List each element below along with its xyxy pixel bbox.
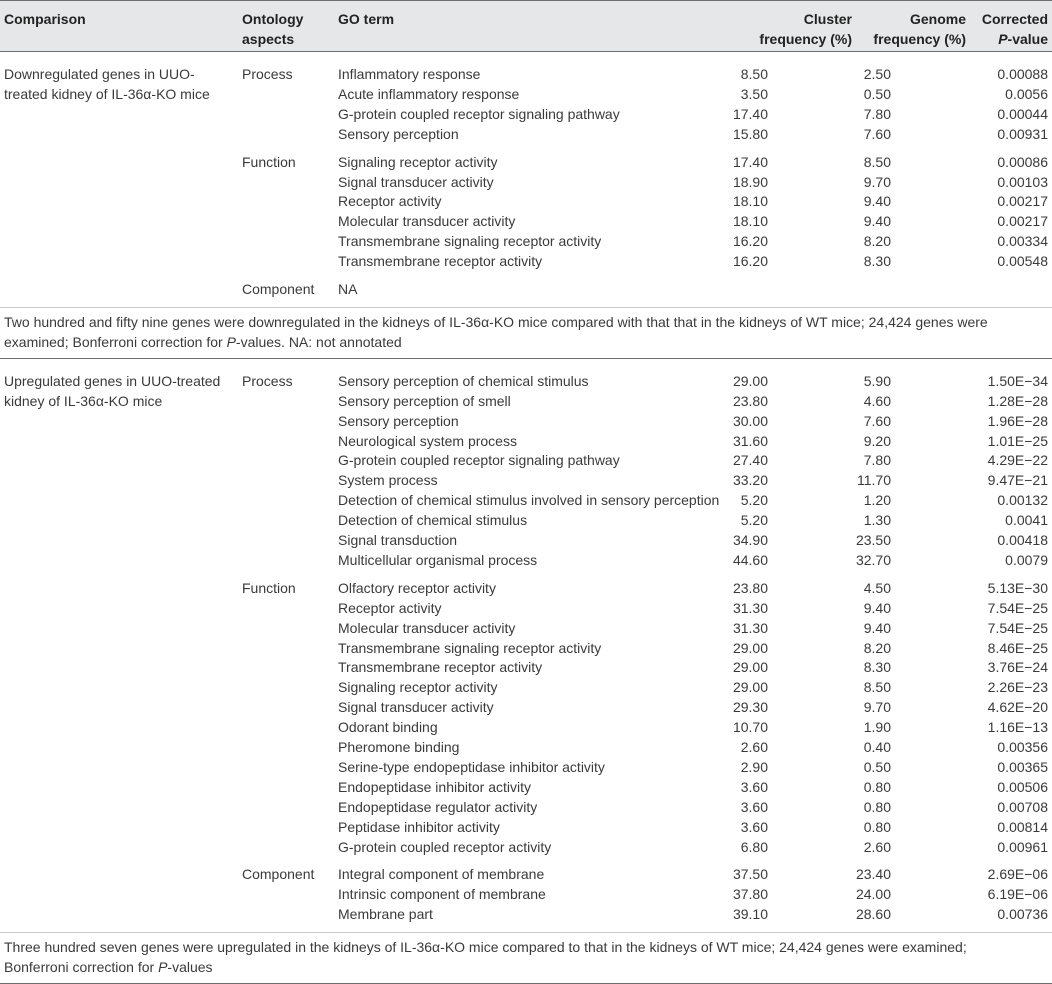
go-term: Molecular transducer activity <box>338 619 516 636</box>
table-footnote: Two hundred and fifty nine genes were downregulated in the kidneys of IL-36α-KO mice compared with that that in the kidneys of WT mice; 24,424 genes were examined; Bonferroni correction for P-values. NA: not annotated <box>0 307 1052 359</box>
corrected-pvalue: 1.01E−25 <box>987 432 1048 449</box>
corrected-pvalue: 0.00708 <box>997 798 1048 815</box>
genome-frequency: 8.30 <box>863 253 891 270</box>
header-comparison: Comparison <box>4 11 86 27</box>
corrected-pvalue: 1.16E−13 <box>987 719 1048 736</box>
corrected-pvalue: 0.00044 <box>997 105 1048 122</box>
genome-frequency: 23.40 <box>855 866 891 883</box>
cluster-frequency: 5.20 <box>740 492 768 509</box>
go-term: Serine-type endopeptidase inhibitor activity <box>338 758 605 775</box>
go-term: Detection of chemical stimulus <box>338 512 528 529</box>
corrected-pvalue: 0.0079 <box>1005 551 1048 568</box>
cluster-frequency: 23.80 <box>732 579 768 596</box>
corrected-pvalue: 1.50E−34 <box>987 372 1048 389</box>
cluster-frequency: 17.40 <box>732 105 768 122</box>
go-term: Signal transduction <box>338 532 458 549</box>
comparison-label: Upregulated genes in UUO-treated kidney of IL-36α-KO mice <box>4 372 221 409</box>
corrected-pvalue: 5.13E−30 <box>987 579 1048 596</box>
go-term: Olfactory receptor activity <box>338 579 496 596</box>
cluster-frequency: 34.90 <box>732 532 768 549</box>
genome-frequency: 8.30 <box>863 659 891 676</box>
cluster-frequency: 2.60 <box>740 739 768 756</box>
cluster-frequency: 5.20 <box>740 512 768 529</box>
cluster-frequency: 3.60 <box>740 798 768 815</box>
go-term: Transmembrane signaling receptor activity <box>338 639 602 656</box>
go-term: Receptor activity <box>338 193 442 210</box>
genome-frequency: 8.50 <box>863 153 891 170</box>
ontology-aspect: Process <box>242 66 293 82</box>
go-term: Sensory perception of chemical stimulus <box>338 372 589 389</box>
genome-frequency: 9.70 <box>863 699 891 716</box>
cluster-frequency: 18.10 <box>732 193 768 210</box>
genome-frequency: 0.80 <box>863 798 891 815</box>
cluster-frequency: 3.60 <box>740 818 768 835</box>
cluster-frequency: 31.30 <box>732 619 768 636</box>
go-term: Endopeptidase inhibitor activity <box>338 778 532 795</box>
genome-frequency: 7.60 <box>863 125 891 142</box>
go-term: Signal transducer activity <box>338 699 494 716</box>
table-body <box>0 52 1052 984</box>
corrected-pvalue: 6.19E−06 <box>987 886 1048 903</box>
cluster-frequency: 31.60 <box>732 432 768 449</box>
go-term: G-protein coupled receptor activity <box>338 838 552 855</box>
go-term: Acute inflammatory response <box>338 85 520 102</box>
cluster-frequency: 18.10 <box>732 213 768 230</box>
corrected-pvalue: 0.00086 <box>997 153 1048 170</box>
corrected-pvalue: 0.00356 <box>997 739 1048 756</box>
corrected-pvalue: 0.00548 <box>997 253 1048 270</box>
cluster-frequency: 37.50 <box>732 866 768 883</box>
header-corrected-pvalue: Corrected P-value <box>981 11 1048 47</box>
corrected-pvalue: 0.00088 <box>997 66 1048 82</box>
go-term: Sensory perception of smell <box>338 392 511 409</box>
cluster-frequency: 18.90 <box>732 173 768 190</box>
go-term: Transmembrane receptor activity <box>338 659 543 676</box>
go-term: Intrinsic component of membrane <box>338 886 546 903</box>
genome-frequency: 32.70 <box>855 551 891 568</box>
cluster-frequency: 2.90 <box>740 758 768 775</box>
genome-frequency: 0.50 <box>863 758 891 775</box>
go-term: Detection of chemical stimulus involved in sensory perception <box>338 492 720 509</box>
corrected-pvalue: 0.00961 <box>997 838 1048 855</box>
go-term: Molecular transducer activity <box>338 213 516 230</box>
genome-frequency: 7.60 <box>863 412 891 429</box>
cluster-frequency: 44.60 <box>732 551 768 568</box>
corrected-pvalue: 0.00506 <box>997 778 1048 795</box>
corrected-pvalue: 1.28E−28 <box>987 392 1048 409</box>
corrected-pvalue: 0.00418 <box>997 532 1048 549</box>
cluster-frequency: 29.00 <box>732 639 768 656</box>
go-term: NA <box>338 281 358 297</box>
genome-frequency: 9.40 <box>863 193 891 210</box>
corrected-pvalue: 7.54E−25 <box>987 619 1048 636</box>
section-0 <box>0 52 1052 307</box>
genome-frequency: 0.40 <box>863 739 891 756</box>
cluster-frequency: 17.40 <box>732 153 768 170</box>
section-1 <box>0 359 1052 932</box>
cluster-frequency: 33.20 <box>732 472 768 489</box>
go-term: Transmembrane signaling receptor activity <box>338 233 602 250</box>
go-term: G-protein coupled receptor signaling pathway <box>338 105 620 122</box>
go-term: Multicellular organismal process <box>338 551 538 568</box>
go-term: System process <box>338 472 438 489</box>
ontology-aspect: Function <box>242 153 296 170</box>
cluster-frequency: 23.80 <box>732 392 768 409</box>
genome-frequency: 2.50 <box>863 66 891 82</box>
genome-frequency: 9.40 <box>863 213 891 230</box>
corrected-pvalue: 0.00814 <box>997 818 1048 835</box>
genome-frequency: 0.50 <box>863 85 891 102</box>
go-term: Sensory perception <box>338 412 459 429</box>
cluster-frequency: 29.30 <box>732 699 768 716</box>
header-ontology-aspects: Ontology aspects <box>242 11 304 47</box>
genome-frequency: 0.80 <box>863 818 891 835</box>
genome-frequency: 8.20 <box>863 639 891 656</box>
cluster-frequency: 3.60 <box>740 778 768 795</box>
corrected-pvalue: 4.29E−22 <box>987 452 1048 469</box>
go-term: Integral component of membrane <box>338 866 545 883</box>
go-term: Membrane part <box>338 906 433 923</box>
genome-frequency: 2.60 <box>863 838 891 855</box>
cluster-frequency: 30.00 <box>732 412 768 429</box>
go-term: Inflammatory response <box>338 66 481 82</box>
corrected-pvalue: 0.00103 <box>997 173 1048 190</box>
genome-frequency: 1.90 <box>863 719 891 736</box>
corrected-pvalue: 0.00217 <box>997 193 1048 210</box>
header-genome-frequency: Genome frequency (%) <box>873 11 966 47</box>
corrected-pvalue: 2.26E−23 <box>987 679 1048 696</box>
cluster-frequency: 39.10 <box>732 906 768 923</box>
header-cluster-frequency: Cluster frequency (%) <box>759 11 852 47</box>
ontology-aspect: Component <box>242 866 315 883</box>
cluster-frequency: 3.50 <box>740 85 768 102</box>
genome-frequency: 1.20 <box>863 492 891 509</box>
go-term: Transmembrane receptor activity <box>338 253 543 270</box>
genome-frequency: 0.80 <box>863 778 891 795</box>
corrected-pvalue: 0.0056 <box>1005 85 1048 102</box>
genome-frequency: 1.30 <box>863 512 891 529</box>
genome-frequency: 8.20 <box>863 233 891 250</box>
go-term: Signal transducer activity <box>338 173 494 190</box>
cluster-frequency: 10.70 <box>732 719 768 736</box>
ontology-aspect: Component <box>242 281 315 297</box>
cluster-frequency: 6.80 <box>740 838 768 855</box>
go-term: Endopeptidase regulator activity <box>338 798 538 815</box>
cluster-frequency: 31.30 <box>732 599 768 616</box>
genome-frequency: 9.20 <box>863 432 891 449</box>
corrected-pvalue: 2.69E−06 <box>987 866 1048 883</box>
cluster-frequency: 37.80 <box>732 886 768 903</box>
corrected-pvalue: 0.00931 <box>997 125 1048 142</box>
genome-frequency: 23.50 <box>855 532 891 549</box>
genome-frequency: 4.60 <box>863 392 891 409</box>
corrected-pvalue: 0.00217 <box>997 213 1048 230</box>
corrected-pvalue: 1.96E−28 <box>987 412 1048 429</box>
genome-frequency: 28.60 <box>855 906 891 923</box>
go-term: Signaling receptor activity <box>338 153 498 170</box>
corrected-pvalue: 7.54E−25 <box>987 599 1048 616</box>
cluster-frequency: 15.80 <box>732 125 768 142</box>
corrected-pvalue: 0.00365 <box>997 758 1048 775</box>
corrected-pvalue: 4.62E−20 <box>987 699 1048 716</box>
table-footnote: Three hundred seven genes were upregulated in the kidneys of IL-36α-KO mice compared to that in the kidneys of WT mice; 24,424 genes were examined; Bonferroni correction for P-values <box>0 932 1052 984</box>
go-term: Signaling receptor activity <box>338 679 498 696</box>
corrected-pvalue: 8.46E−25 <box>987 639 1048 656</box>
genome-frequency: 9.40 <box>863 619 891 636</box>
go-term: Peptidase inhibitor activity <box>338 818 500 835</box>
header-go-term: GO term <box>338 11 395 27</box>
go-term: Receptor activity <box>338 599 442 616</box>
cluster-frequency: 29.00 <box>732 679 768 696</box>
ontology-aspect: Function <box>242 579 296 596</box>
table-header <box>0 0 1052 52</box>
corrected-pvalue: 9.47E−21 <box>987 472 1048 489</box>
genome-frequency: 4.50 <box>863 579 891 596</box>
genome-frequency: 7.80 <box>863 452 891 469</box>
corrected-pvalue: 0.00132 <box>997 492 1048 509</box>
go-term: Odorant binding <box>338 719 438 736</box>
go-term: Sensory perception <box>338 125 459 142</box>
cluster-frequency: 16.20 <box>732 233 768 250</box>
cluster-frequency: 16.20 <box>732 253 768 270</box>
corrected-pvalue: 0.0041 <box>1005 512 1048 529</box>
cluster-frequency: 29.00 <box>732 659 768 676</box>
cluster-frequency: 8.50 <box>740 66 768 82</box>
genome-frequency: 5.90 <box>863 372 891 389</box>
genome-frequency: 7.80 <box>863 105 891 122</box>
comparison-label: Downregulated genes in UUO- treated kidney of IL-36α-KO mice <box>4 66 210 102</box>
go-term: Neurological system process <box>338 432 517 449</box>
cluster-frequency: 27.40 <box>732 452 768 469</box>
corrected-pvalue: 0.00736 <box>997 906 1048 923</box>
genome-frequency: 24.00 <box>855 886 891 903</box>
genome-frequency: 9.40 <box>863 599 891 616</box>
genome-frequency: 11.70 <box>857 472 891 489</box>
cluster-frequency: 29.00 <box>732 372 768 389</box>
go-term: Pheromone binding <box>338 739 460 756</box>
genome-frequency: 9.70 <box>863 173 891 190</box>
ontology-aspect: Process <box>242 372 293 389</box>
corrected-pvalue: 3.76E−24 <box>987 659 1048 676</box>
corrected-pvalue: 0.00334 <box>997 233 1048 250</box>
go-term: G-protein coupled receptor signaling pathway <box>338 452 620 469</box>
genome-frequency: 8.50 <box>863 679 891 696</box>
